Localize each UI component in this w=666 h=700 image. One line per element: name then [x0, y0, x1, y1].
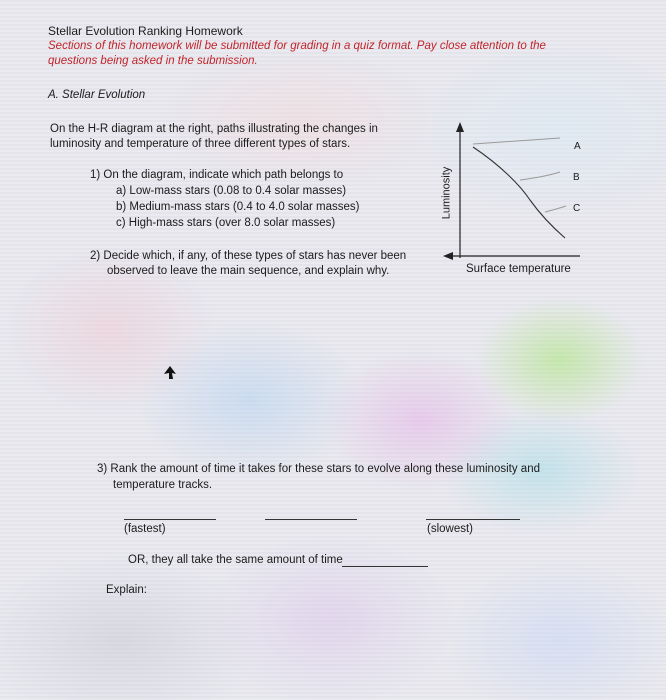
- evolution-path-b: [473, 147, 565, 238]
- same-time-blank[interactable]: [342, 566, 428, 567]
- question-1-prompt: 1) On the diagram, indicate which path belongs to: [90, 169, 344, 181]
- explain-label: Explain:: [106, 584, 147, 596]
- grading-note-line-1: Sections of this homework will be submitted for grading in a quiz format. Pay close attention to the: [48, 40, 546, 52]
- question-2-line-2: observed to leave the main sequence, and explain why.: [107, 265, 390, 277]
- grading-note-line-2: questions being asked in the submission.: [48, 55, 258, 67]
- evolution-path-c: [545, 206, 566, 212]
- section-a-heading: A. Stellar Evolution: [48, 89, 146, 101]
- slowest-label: (slowest): [427, 523, 474, 535]
- question-1-option-b: b) Medium-mass stars (0.4 to 4.0 solar masses): [116, 201, 360, 213]
- question-1-option-a: a) Low-mass stars (0.08 to 0.4 solar masses): [116, 185, 347, 197]
- question-3-line-1: 3) Rank the amount of time it takes for these stars to evolve along these luminosity and: [97, 463, 540, 475]
- luminosity-axis-label: Luminosity: [440, 166, 453, 220]
- path-label-c: C: [573, 203, 581, 214]
- rank-blank-1[interactable]: [124, 519, 216, 520]
- path-label-b: B: [573, 172, 580, 183]
- mouse-pointer-icon: [163, 366, 177, 380]
- page-title: Stellar Evolution Ranking Homework: [48, 24, 243, 38]
- temperature-axis: [443, 252, 580, 260]
- temperature-axis-label: Surface temperature: [466, 263, 571, 275]
- rank-blank-2[interactable]: [265, 519, 357, 520]
- same-time-text: OR, they all take the same amount of time: [128, 554, 343, 566]
- luminosity-axis: [456, 122, 464, 258]
- question-2-line-1: 2) Decide which, if any, of these types of stars has never been: [90, 250, 407, 262]
- intro-line-2: luminosity and temperature of three different types of stars.: [50, 138, 351, 150]
- question-3-line-2: temperature tracks.: [113, 479, 213, 491]
- evolution-path-b-branch: [520, 172, 560, 180]
- fastest-label: (fastest): [124, 523, 166, 535]
- path-label-a: A: [574, 141, 581, 152]
- rank-blank-3[interactable]: [426, 519, 520, 520]
- evolution-path-a: [473, 138, 560, 144]
- intro-line-1: On the H-R diagram at the right, paths illustrating the changes in: [50, 123, 378, 135]
- question-1-option-c: c) High-mass stars (over 8.0 solar masses): [116, 217, 336, 229]
